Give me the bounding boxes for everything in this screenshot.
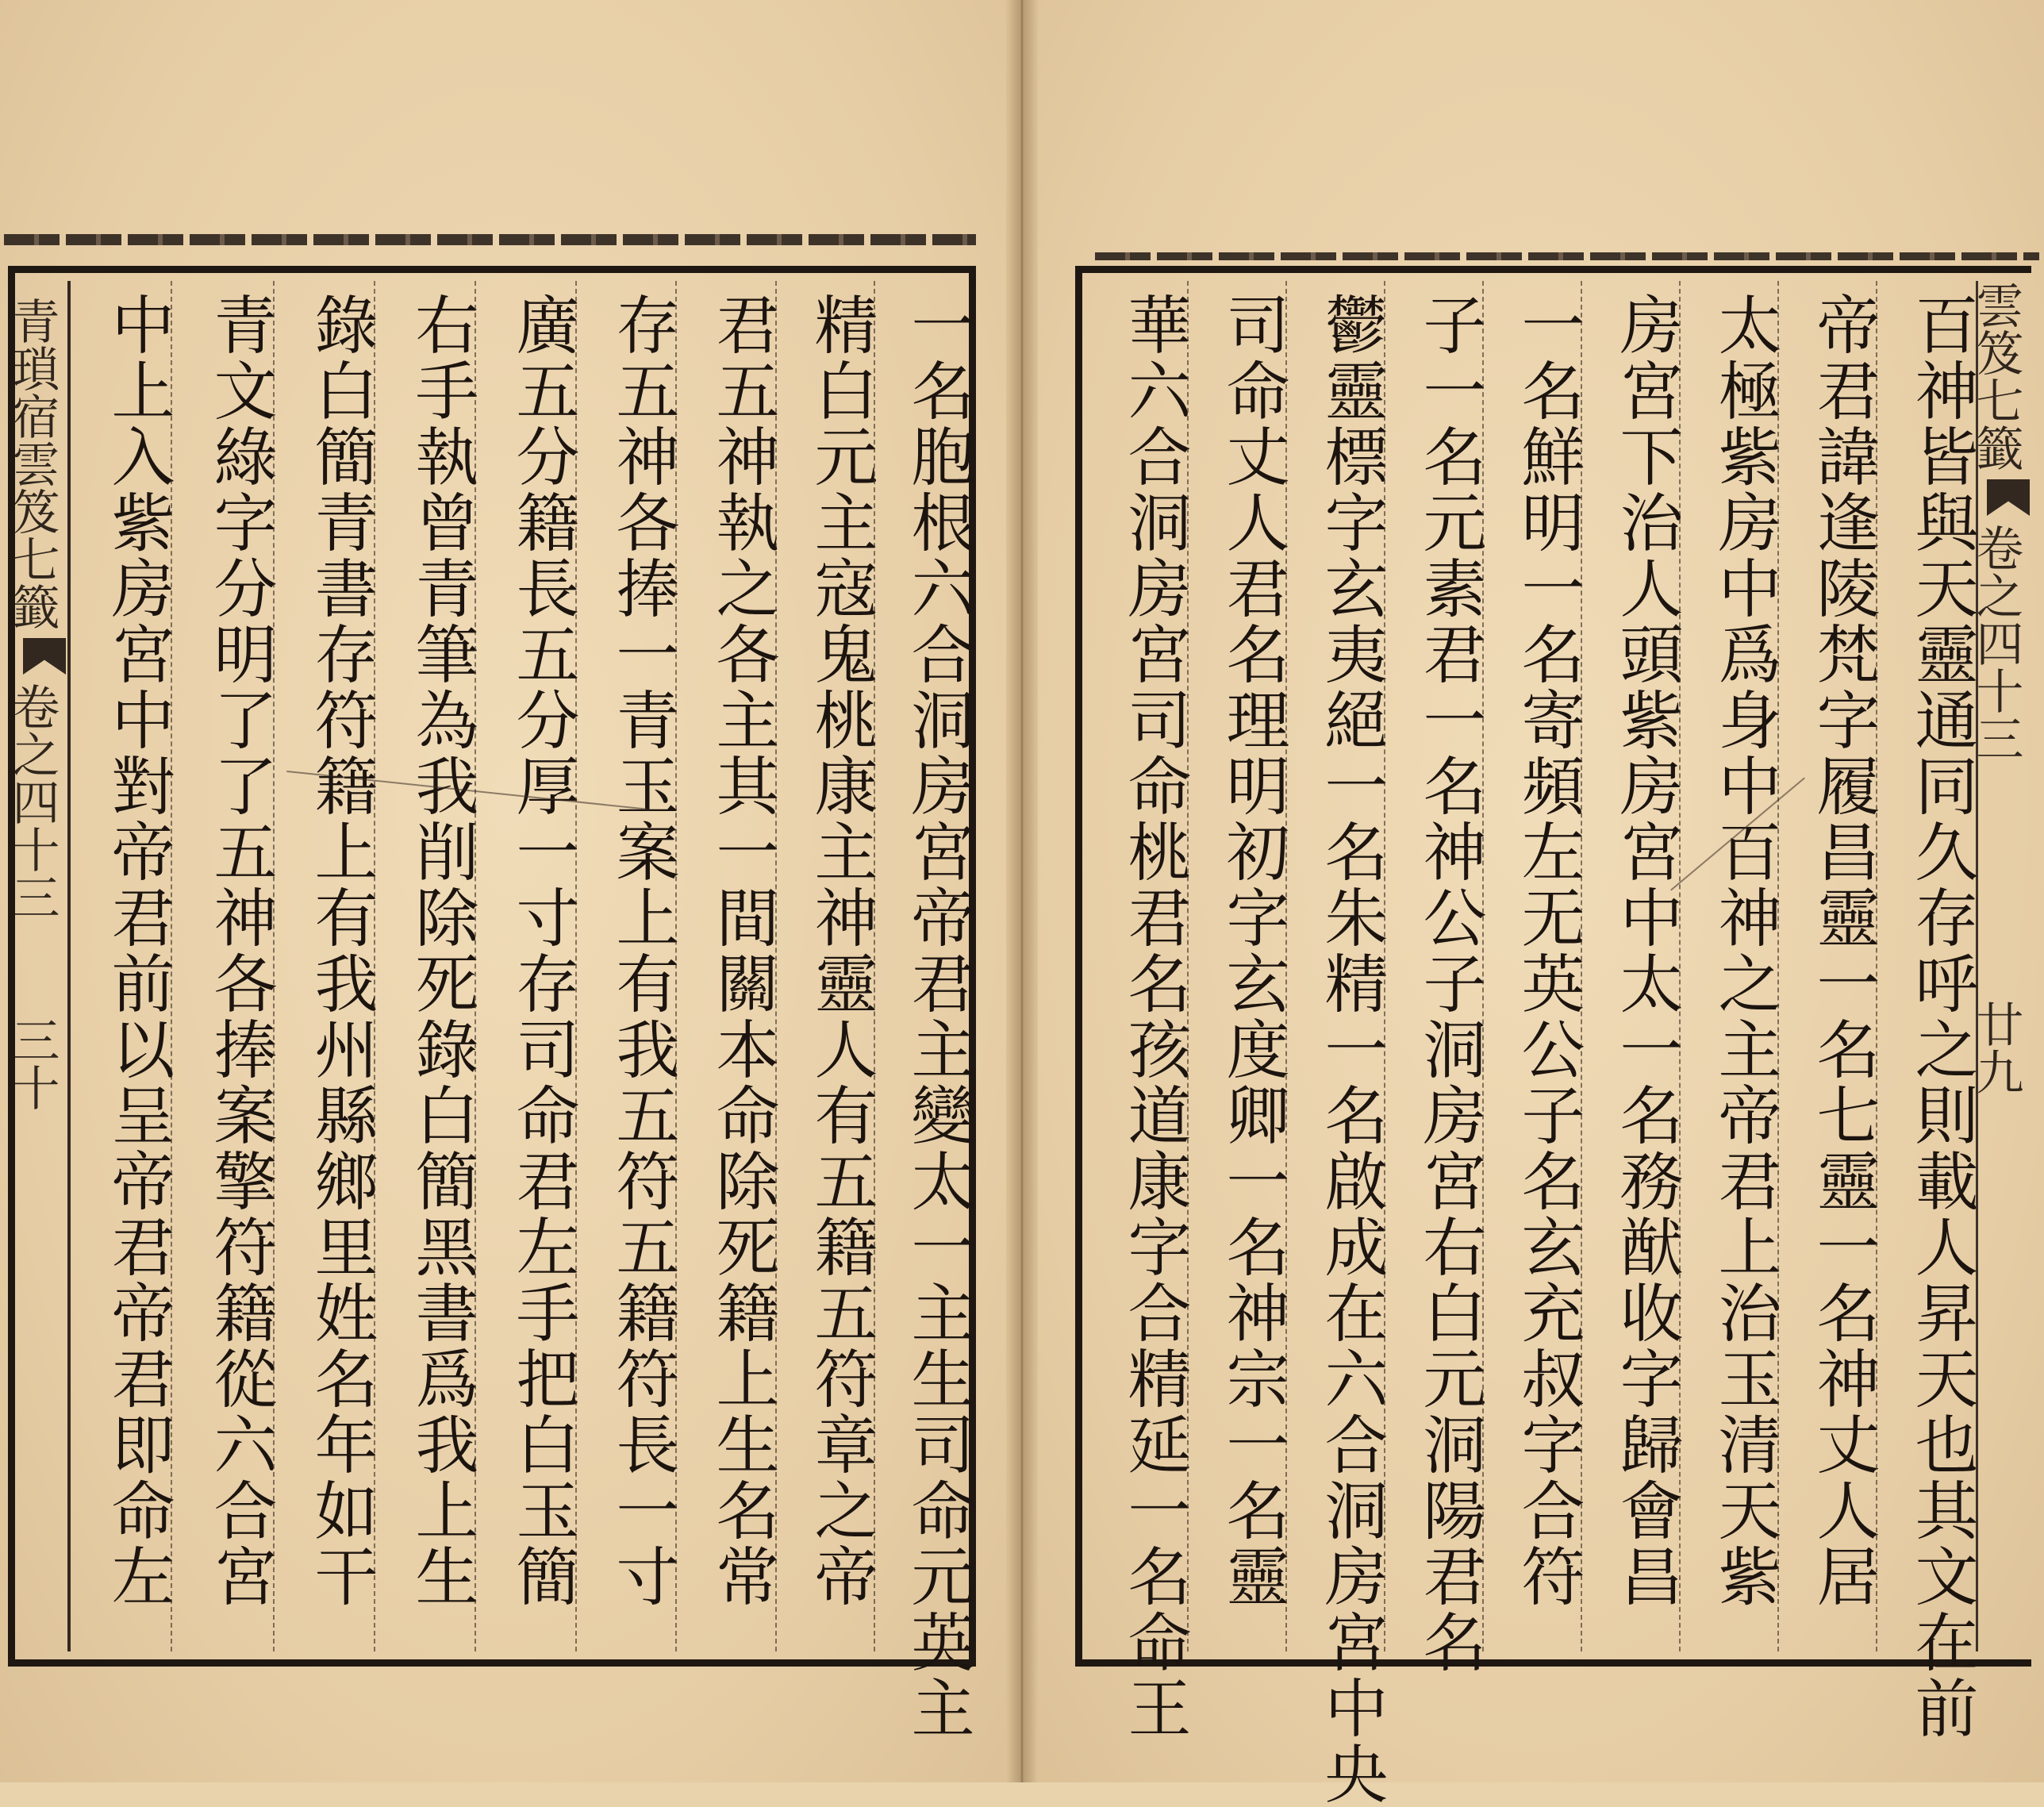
- left-text-column-3: 君五神執之各主其一間關本命除死籍上生名常: [705, 292, 779, 1609]
- right-text-column-3: 太極紫房中爲身中百神之主帝君上治玉清天紫: [1708, 292, 1781, 1609]
- left-text-column-2: 精白元主寇鬼桃康主神靈人有五籍五符章之帝: [804, 292, 878, 1609]
- right-top-ink-band: [1095, 252, 2039, 260]
- left-text-column-4: 存五神各捧一青玉案上有我五符五籍符長一寸: [605, 292, 679, 1609]
- right-text-frame: [1075, 266, 2031, 1807]
- right-text-column-7: 鬱靈標字玄夷絕一名朱精一名啟成在六合洞房宮中央: [1314, 292, 1388, 1807]
- book-gutter: [1006, 0, 1038, 1782]
- left-margin-strip: [4, 281, 66, 1651]
- left-text-column-9: 中上入紫房宮中對帝君前以呈帝君帝君即命左: [101, 292, 175, 1609]
- left-margin-fold-1: 卷之: [4, 682, 60, 778]
- right-text-column-9: 華六合洞房宮司命桃君名孩道康字合精延一名命王: [1117, 292, 1191, 1741]
- left-margin-fold-2: 四十三: [4, 778, 60, 921]
- left-margin-page-number: 三十: [4, 1016, 60, 1111]
- right-text-column-5: 一名鮮明一名寄頻左无英公子名玄充叔字合符: [1511, 292, 1585, 1609]
- fish-tail-mark: [1987, 479, 2030, 516]
- left-text-frame: [4, 266, 976, 1741]
- right-text-column-4: 房宮下治人頭紫房宮中太一名務猷收字歸會昌: [1609, 292, 1683, 1609]
- left-top-ink-band: [4, 234, 976, 245]
- right-margin-strip: [1968, 281, 2030, 1651]
- left-margin-rule: [67, 281, 71, 1651]
- right-text-column-8: 司命丈人君名理明初字玄度卿一名神宗一名靈: [1216, 292, 1289, 1609]
- right-margin-fold: 卷之四十三: [1968, 524, 2024, 762]
- left-text-column-6: 右手執曾青筆為我削除死錄白簡黑書爲我上生: [405, 292, 478, 1609]
- left-text-column-7: 錄白簡青書存符籍上有我州縣鄉里姓名年如干: [304, 292, 378, 1609]
- left-text-column-5: 廣五分籍長五分厚一寸存司命君左手把白玉簡: [505, 292, 579, 1609]
- right-margin-page-number: 廿九: [1968, 1000, 2024, 1095]
- right-text-column-6: 子一名元素君一名神公子洞房宮右白元洞陽君名: [1412, 292, 1486, 1675]
- right-margin-title: 雲笈七籤: [1968, 281, 2024, 471]
- right-text-column-2: 帝君諱逢陵梵字履昌靈一名七靈一名神丈人居: [1806, 292, 1880, 1609]
- left-text-column-8: 青文綠字分明了了五神各捧案擎符籍從六合宮: [203, 292, 277, 1609]
- right-text-column-1: 百神皆與天靈通同久存呼之則載人昇天也其文在前: [1904, 292, 1978, 1741]
- left-margin-title: 青瑣宿雲笈七籤: [4, 297, 60, 630]
- fish-tail-mark: [23, 638, 66, 675]
- left-text-column-1: 一名胞根六合洞房宮帝君主變太一主生司命元英主: [901, 292, 974, 1741]
